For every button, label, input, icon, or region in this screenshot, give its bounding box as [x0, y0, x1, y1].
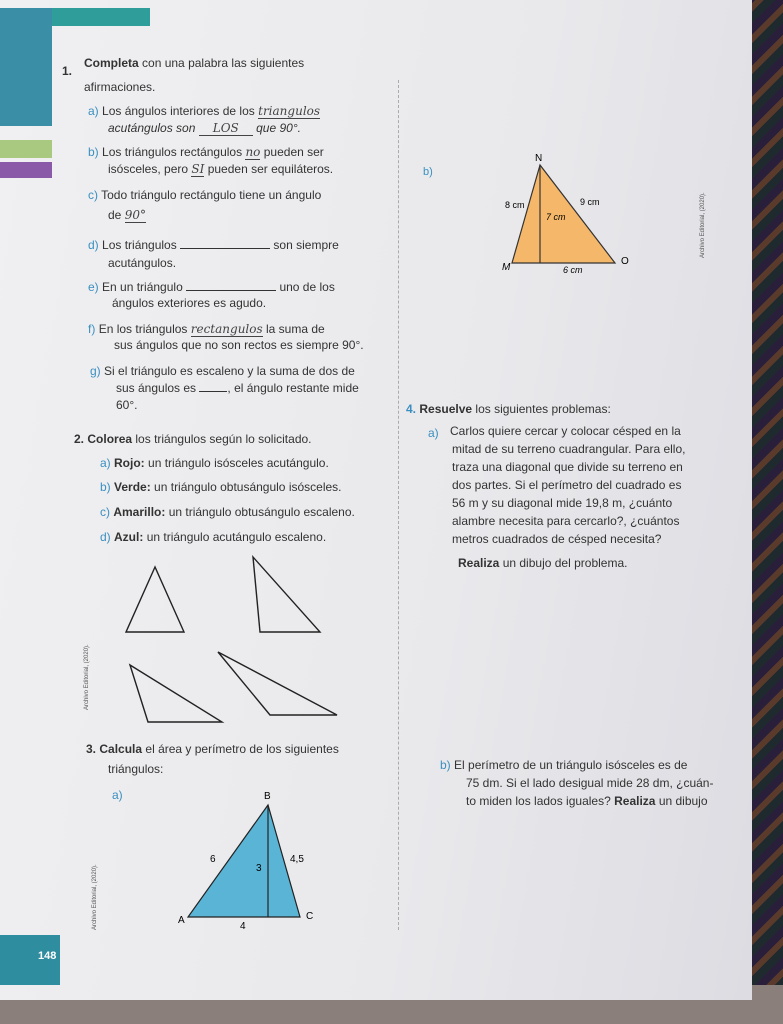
q3-heading: 3. Calcula el área y perímetro de los siguientes	[86, 742, 339, 756]
base-label: 6 cm	[563, 265, 583, 275]
q2b: b) Verde: un triángulo obtusángulo isósceles.	[100, 480, 342, 494]
q1g-line2: sus ángulos es , el ángulo restante mide	[116, 381, 359, 395]
vertex-a: A	[178, 915, 185, 926]
q2a: a) Rojo: un triángulo isósceles acutángulo.	[100, 456, 329, 470]
q4a-line1: Carlos quiere cercar y colocar césped en la	[450, 424, 681, 438]
side-band-purple	[0, 162, 52, 178]
side-left-label: 8 cm	[505, 200, 525, 210]
q1b: b) Los triángulos rectángulos no pueden ser	[88, 145, 324, 159]
triangle-obtuse-1	[130, 665, 222, 722]
vertex-n: N	[535, 153, 543, 164]
q3b-line3: to miden los lados iguales? Realiza un dibujo	[466, 794, 708, 808]
q2c: c) Amarillo: un triángulo obtusángulo escaleno.	[100, 505, 355, 519]
height-3: 3	[256, 863, 262, 874]
q4a-line3: traza una diagonal que divide su terreno en	[452, 460, 683, 474]
column-divider	[398, 80, 399, 930]
side-right-label: 9 cm	[580, 197, 600, 207]
q1b-triangle-figure	[415, 150, 645, 285]
q4a-line4: dos partes. Si el perímetro del cuadrado es	[452, 478, 682, 492]
q4-draw-instruction: Realiza un dibujo del problema.	[458, 556, 628, 570]
q3b-line2: 75 dm. Si el lado desigual mide 28 dm, ¿cuán-	[466, 776, 714, 790]
q1f: f) En los triángulos rectangulos la suma de	[88, 322, 325, 336]
q1-intro: Completa con una palabra las siguientes	[84, 56, 305, 70]
q1g: g) Si el triángulo es escaleno y la suma de dos de	[90, 364, 355, 378]
q2d: d) Azul: un triángulo acutángulo escaleno.	[100, 530, 327, 544]
q1a: a) Los ángulos interiores de los triangulos	[88, 104, 321, 118]
q4a-line6: alambre necesita para cercarlo?, ¿cuántos	[452, 514, 680, 528]
triangle-isosceles-acute	[126, 567, 184, 632]
credit-caption: Archivo Editorial, (2020).	[700, 192, 706, 258]
q3b: b) El perímetro de un triángulo isósceles es de	[440, 758, 688, 772]
triangle-obtuse-2	[218, 652, 337, 715]
q1e: e) En un triángulo uno de los	[88, 280, 335, 294]
vertex-c: C	[306, 911, 314, 922]
side-band-green	[0, 140, 52, 158]
q1b-figure-label: b)	[423, 166, 433, 178]
q1a-line2: acutángulos son LOS que 90°.	[108, 121, 301, 135]
q1-number: 1.	[62, 64, 73, 78]
credit-caption-2: Archivo Editorial, (2020).	[84, 644, 90, 710]
q4a-line2: mitad de su terreno cuadrangular. Para ello,	[452, 442, 686, 456]
side-left-6: 6	[210, 854, 216, 865]
q4-heading: 4. Resuelve los siguientes problemas:	[406, 402, 611, 416]
q1g-line3: 60°.	[116, 398, 138, 412]
q4a-letter: a)	[428, 426, 439, 440]
base-4: 4	[240, 921, 246, 932]
q3a-triangle-figure	[170, 785, 330, 935]
q1c-line2: de 90°	[108, 208, 146, 222]
q1e-line2: ángulos exteriores es agudo.	[112, 296, 267, 310]
side-right-45: 4,5	[290, 854, 304, 865]
q4a-line7: metros cuadrados de césped necesita?	[452, 532, 662, 546]
side-band	[0, 8, 52, 126]
blue-triangle	[188, 805, 300, 917]
q1f-line2: sus ángulos que no son rectos es siempre 90°.	[114, 338, 364, 352]
q2-triangles	[120, 555, 350, 730]
q1b-line2: isósceles, pero SI pueden ser equiláteros.	[108, 162, 334, 176]
triangle-right	[253, 557, 320, 632]
q1-intro-line2: afirmaciones.	[84, 80, 156, 94]
q1d-line2: acutángulos.	[108, 256, 177, 270]
q2-heading: 2. Colorea los triángulos según lo solicitado.	[74, 432, 312, 446]
credit-caption-3: Archivo Editorial, (2020).	[92, 864, 98, 930]
q3a-letter: a)	[112, 788, 123, 802]
page-number: 148	[38, 950, 57, 962]
vertex-o: O	[621, 256, 629, 267]
height-label: 7 cm	[546, 212, 566, 222]
q4a-line5: 56 m y su diagonal mide 19,8 m, ¿cuánto	[452, 496, 673, 510]
q1d: d) Los triángulos son siempre	[88, 238, 339, 252]
vertex-b: B	[264, 791, 271, 802]
vertex-m: M	[502, 262, 511, 273]
q3-intro-line2: triángulos:	[108, 762, 164, 776]
q1c: c) Todo triángulo rectángulo tiene un ángulo	[88, 188, 322, 202]
